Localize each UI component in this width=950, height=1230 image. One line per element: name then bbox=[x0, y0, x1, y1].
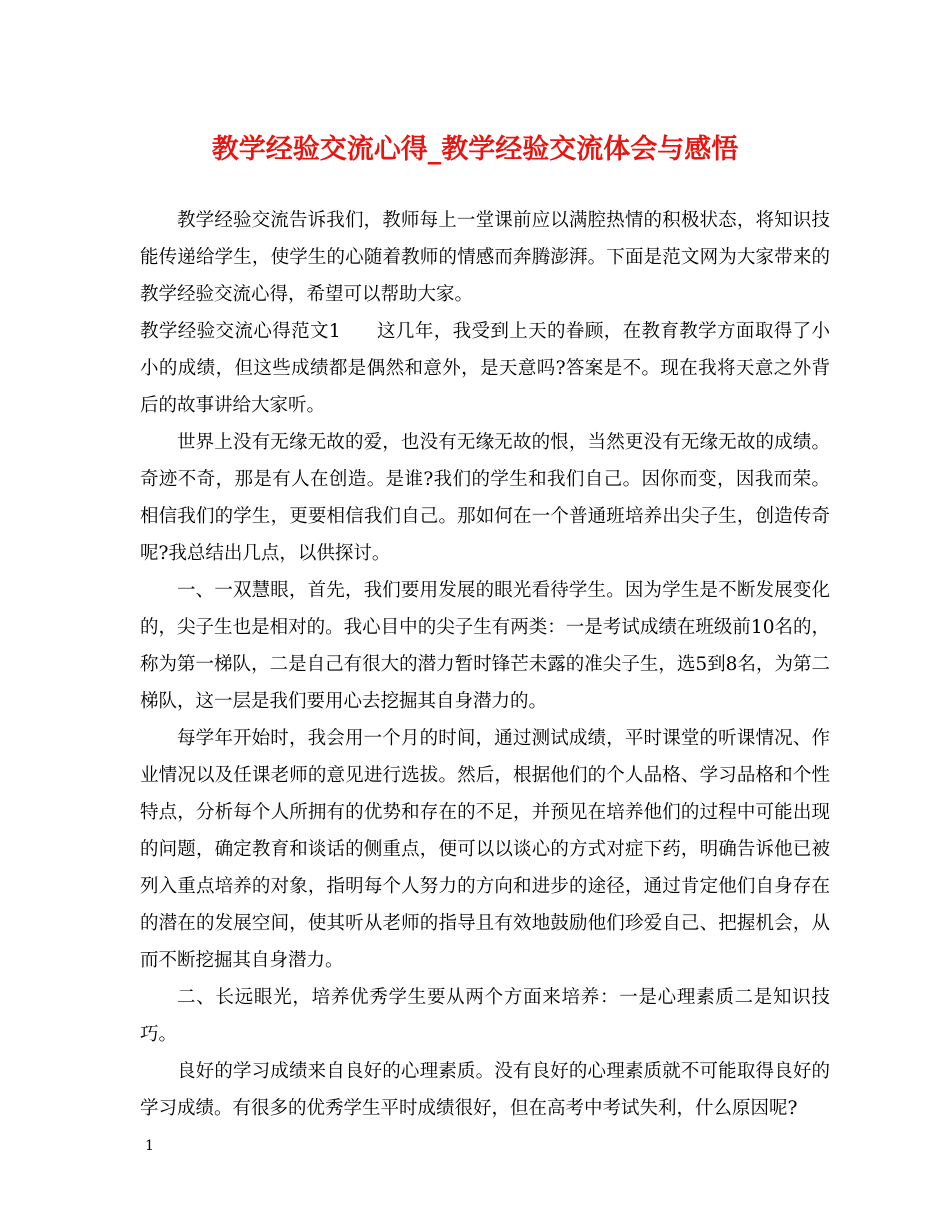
section-label: 教学经验交流心得范文1 bbox=[140, 321, 341, 342]
body-paragraph: 二、长远眼光，培养优秀学生要从两个方面来培养：一是心理素质二是知识技巧。 bbox=[140, 987, 830, 1045]
document-title: 教学经验交流心得_教学经验交流体会与感悟 bbox=[211, 134, 739, 165]
document-body bbox=[140, 202, 830, 1127]
section-paragraph bbox=[140, 313, 830, 424]
body-paragraph: 一、一双慧眼，首先，我们要用发展的眼光看待学生。因为学生是不断发展变化的，尖子生也是相对的。我心目中的尖子生有两类：一是考试成绩在班级前10名的，称为第一梯队，二是自己有很大的潜力暂时锋芒未露的准尖子生，选5到8名，为第二梯队，这一层是我们要用心去挖掘其自身潜力的。 bbox=[140, 580, 830, 712]
body-paragraph: 良好的学习成绩来自良好的心理素质。没有良好的心理素质就不可能取得良好的学习成绩。有很多的优秀学生平时成绩很好，但在高考中考试失利，什么原因呢? bbox=[140, 1061, 830, 1119]
body-paragraph: 每学年开始时，我会用一个月的时间，通过测试成绩，平时课堂的听课情况、作业情况以及任课老师的意见进行选拔。然后，根据他们的个人品格、学习品格和个性特点，分析每个人所拥有的优势和存在的不足，并预见在培养他们的过程中可能出现的问题，确定教育和谈话的侧重点，便可以以谈心的方式对症下药，明确告诉他已被列入重点培养的对象，指明每个人努力的方向和进步的途径，通过肯定他们自身存在的潜在的发展空间，使其听从老师的指导且有效地鼓励他们珍爱自己、把握机会，从而不断挖掘其自身潜力。 bbox=[140, 728, 830, 971]
section-first-text: 这几年，我受到上天的眷顾，在教育教学方面取得了小小的成绩，但这些成绩都是偶然和意外，是天意吗?答案是不。现在我将天意之外背后的故事讲给大家听。 bbox=[140, 321, 830, 416]
body-paragraph: 世界上没有无缘无故的爱，也没有无缘无故的恨，当然更没有无缘无故的成绩。奇迹不奇，那是有人在创造。是谁?我们的学生和我们自己。因你而变，因我而荣。相信我们的学生，更要相信我们自己。那如何在一个普通班培养出尖子生，创造传奇呢?我总结出几点，以供探讨。 bbox=[140, 432, 830, 564]
page-number: 1 bbox=[145, 1138, 154, 1154]
intro-paragraph: 教学经验交流告诉我们，教师每上一堂课前应以满腔热情的积极状态，将知识技能传递给学生，使学生的心随着教师的情感而奔腾澎湃。下面是范文网为大家带来的教学经验交流心得，希望可以帮助大家。 bbox=[140, 210, 830, 305]
